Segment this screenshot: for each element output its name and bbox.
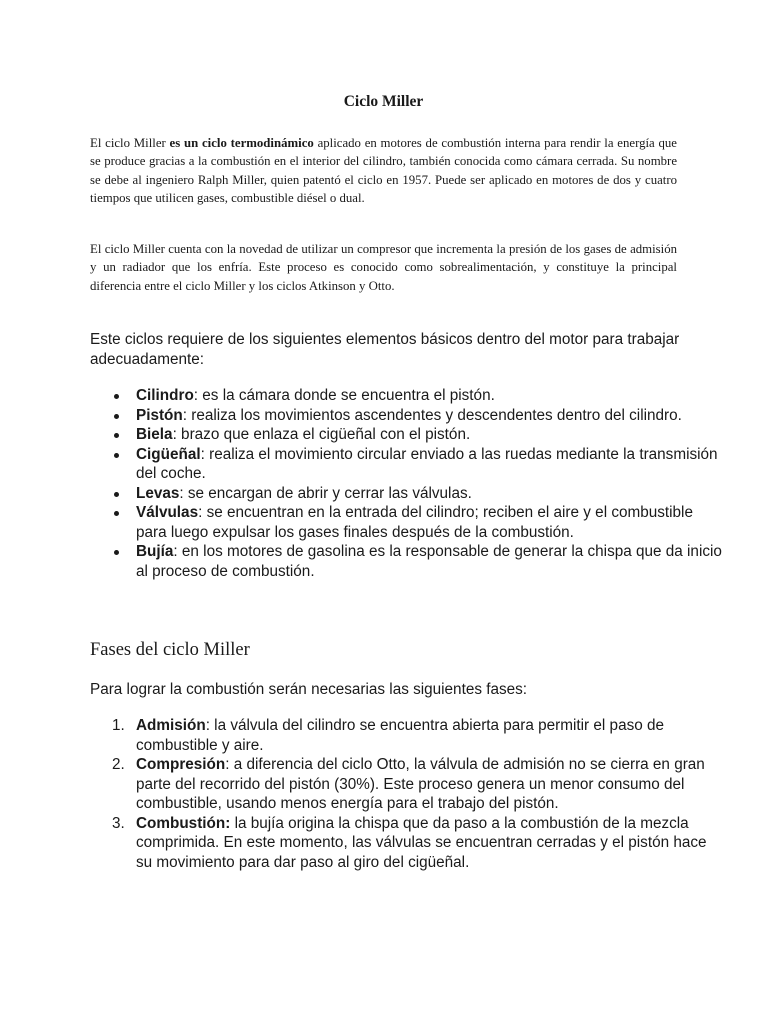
list-item: [112, 755, 726, 814]
document-title: Ciclo Miller: [343, 93, 424, 110]
element-term: Válvulas: [136, 504, 199, 521]
element-term: Levas: [136, 484, 180, 502]
element-term: Cilindro: [136, 387, 194, 404]
bullet-icon: [114, 550, 119, 555]
bullet-icon: [114, 394, 119, 399]
bullet-icon: [114, 453, 119, 458]
intro-paragraph-2: El ciclo Miller cuenta con la novedad de utilizar un compresor que incrementa la presión de los gases de admisión y un radiador que los enfría. Este proceso es conocido como sobrealimentación, y constituye la principal diferencia entre el ciclo Miller y los ciclos Atkinson y Otto.: [90, 242, 677, 293]
bullet-icon: [114, 433, 119, 438]
list-item: [112, 716, 726, 755]
element-term: Biela: [136, 426, 173, 443]
intro-p1-bold: es un ciclo termodinámico: [169, 136, 314, 150]
phase-number: 3.: [112, 814, 125, 832]
intro-p1-post: aplicado en motores de combustión interna para rendir la energía que se produce gracias a la combustión en el interior del cilindro, también conocida como cámara cerrada. Su nombre se debe al ingeniero Ralph Miller, quien patentó el ciclo en 1957. Puede ser aplicado en motores de dos y cuatro tiempos que utilicen gases, combustible diésel o dual.: [90, 136, 677, 205]
bullet-icon: [114, 414, 119, 419]
phases-list: [90, 716, 726, 872]
list-item: [136, 503, 726, 542]
phase-number: 1.: [112, 717, 125, 734]
phase-desc: : la válvula del cilindro se encuentra abierta para permitir el paso de combustible y aire.: [136, 717, 664, 754]
element-term: Pistón: [136, 406, 183, 424]
intro-p1-pre: El ciclo Miller: [90, 136, 170, 150]
element-desc: : realiza los movimientos ascendentes y descendentes dentro del cilindro.: [182, 406, 682, 424]
phases-intro: Para lograr la combustión serán necesarias las siguientes fases:: [90, 681, 528, 698]
list-item: [136, 425, 726, 445]
phase-term: Compresión: [136, 756, 226, 773]
phase-number: 2.: [112, 756, 125, 773]
element-desc: : brazo que enlaza el cigüeñal con el pistón.: [172, 426, 471, 443]
element-desc: : en los motores de gasolina es la responsable de generar la chispa que da inicio al proceso de combustión.: [136, 543, 722, 580]
phase-desc: la bujía origina la chispa que da paso a la combustión de la mezcla comprimida. En este momento, las válvulas se encuentran cerradas y el pistón hace su movimiento para dar paso al giro del cigüeñal.: [136, 814, 707, 871]
phase-term: Combustión:: [136, 814, 231, 832]
intro-paragraph-1: [90, 134, 677, 207]
phase-term: Admisión: [136, 717, 206, 734]
element-desc: : realiza el movimiento circular enviado a las ruedas mediante la transmisión del coche.: [136, 445, 718, 482]
phases-heading: Fases del ciclo Miller: [90, 640, 250, 660]
list-item: [136, 386, 726, 406]
list-item: [136, 484, 726, 504]
element-desc: : se encuentran en la entrada del cilindro; reciben el aire y el combustible para luego expulsar los gases finales después de la combustión.: [136, 504, 693, 541]
element-term: Cigüeñal: [136, 445, 201, 463]
list-item: [136, 445, 726, 484]
bullet-icon: [114, 492, 119, 497]
elements-intro: Este ciclos requiere de los siguientes elementos básicos dentro del motor para trabajar adecuadamente:: [90, 331, 680, 368]
element-desc: : es la cámara donde se encuentra el pistón.: [193, 387, 495, 404]
list-item: [136, 542, 726, 581]
list-item: [136, 406, 726, 426]
element-desc: : se encargan de abrir y cerrar las válvulas.: [179, 484, 472, 502]
elements-list: [90, 386, 726, 581]
list-item: [112, 814, 726, 873]
element-term: Bujía: [136, 543, 174, 560]
phase-desc: : a diferencia del ciclo Otto, la válvula de admisión no se cierra en gran parte del recorrido del pistón (30%). Este proceso genera un menor consumo del combustible, usando menos energía para el trabajo del pistón.: [136, 756, 705, 812]
bullet-icon: [114, 511, 119, 516]
